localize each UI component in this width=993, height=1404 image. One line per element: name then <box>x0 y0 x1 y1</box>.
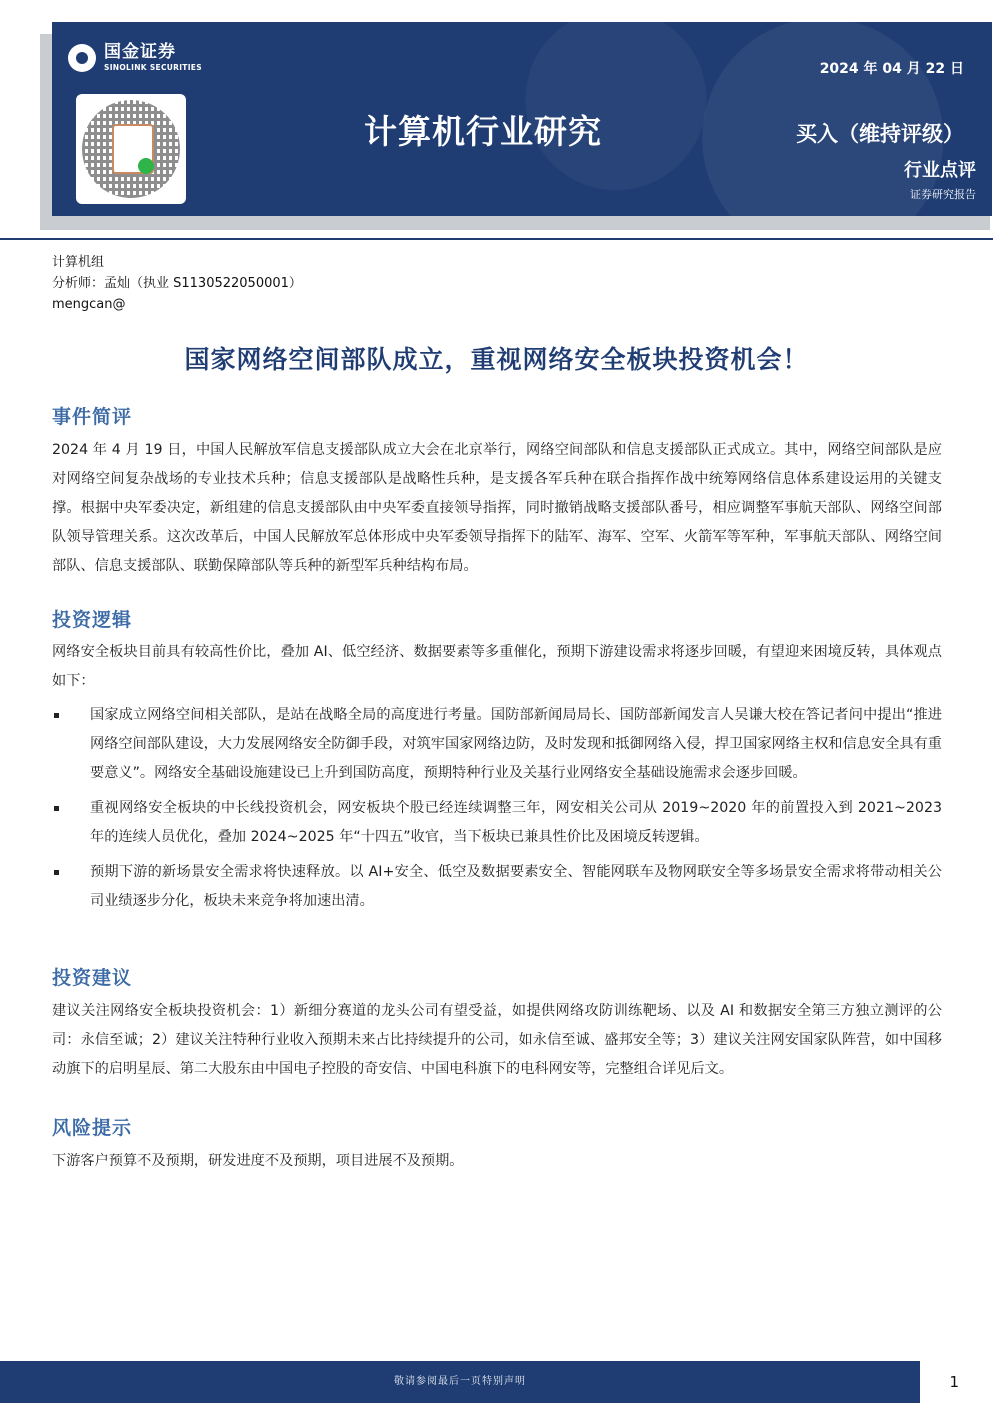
page-number: 1 <box>949 1373 959 1391</box>
section-title-risk: 风险提示 <box>52 1117 133 1139</box>
analyst-email[interactable]: mengcan@ <box>52 297 126 312</box>
analyst-info <box>52 252 302 315</box>
header-divider <box>0 238 993 240</box>
event-paragraph: 2024 年 4 月 19 日，中国人民解放军信息支援部队成立大会在北京举行，网络空间部队和信息支援部队正式成立。其中，网络空间部队是应对网络空间复杂战场的专业技术兵种；信息支援部队是战略性兵种，是支援各军兵种在联合指挥作战中统筹网络信息体系建设运用的关键支撑。根据中央军委决定，新组建的信息支援部队由中央军委直接领导指挥，同时撤销战略支援部队番号，相应调整军事航天部队、网络空间部队领导管理关系。这次改革后，中国人民解放军总体形成中央军委领导指挥下的陆军、海军、空军、火箭军等军种，军事航天部队、网络空间部队、信息支援部队、联勤保障部队等兵种的新型军兵种结构布局。 <box>52 442 942 574</box>
logic-bullet-list <box>52 701 942 919</box>
analyst-group: 计算机组 <box>52 255 105 270</box>
bullet-icon <box>54 806 59 811</box>
company-logo <box>68 44 202 72</box>
bullet-text: 重视网络安全板块的中长线投资机会，网安板块个股已经连续调整三年，网安相关公司从 2019~2020 年的前置投入到 2021~2023 年的连续人员优化，叠加 2024~2025 年“十四五”收官，当下板块已兼具性价比及困境反转逻辑。 <box>90 800 942 845</box>
bullet-text: 预期下游的新场景安全需求将快速释放。以 AI+安全、低空及数据要素安全、智能网联车及物网联安全等多场景安全需求将带动相关公司业绩逐步分化，板块未来竞争将加速出清。 <box>90 864 942 909</box>
logo-cn: 国金证券 <box>104 42 176 63</box>
analyst-name: 分析师：孟灿（执业 S1130522050001） <box>52 276 302 291</box>
logo-mark-icon <box>68 44 96 72</box>
report-category: 证券研究报告 <box>910 188 976 201</box>
risk-paragraph: 下游客户预算不及预期，研发进度不及预期，项目进展不及预期。 <box>52 1153 464 1169</box>
section-title-advice: 投资建议 <box>52 967 133 989</box>
bullet-icon <box>54 713 59 718</box>
logic-intro: 网络安全板块目前具有较高性价比，叠加 AI、低空经济、数据要素等多重催化，预期下游建设需求将逐步回暖，有望迎来困境反转，具体观点如下： <box>52 644 942 689</box>
section-title-event: 事件简评 <box>52 406 133 428</box>
list-item <box>52 794 942 852</box>
list-item <box>52 701 942 788</box>
header-banner <box>52 22 992 216</box>
report-subtype: 行业点评 <box>904 160 976 181</box>
report-title: 国家网络空间部队成立，重视网络安全板块投资机会！ <box>184 345 809 374</box>
report-date: 2024 年 04 月 22 日 <box>819 61 964 77</box>
list-item <box>52 858 942 916</box>
qr-code-icon[interactable] <box>76 94 186 204</box>
mini-program-badge-icon <box>138 158 154 174</box>
section-title-logic: 投资逻辑 <box>52 609 133 631</box>
bullet-text: 国家成立网络空间相关部队，是站在战略全局的高度进行考量。国防部新闻局局长、国防部新闻发言人吴谦大校在答记者问中提出“推进网络空间部队建设，大力发展网络安全防御手段，对筑牢国家网络边防，及时发现和抵御网络入侵，捍卫国家网络主权和信息安全具有重要意义”。网络安全基础设施建设已上升到国防高度，预期特种行业及关基行业网络安全基础设施需求会逐步回暖。 <box>90 707 942 781</box>
report-type: 计算机行业研究 <box>364 112 602 151</box>
bullet-icon <box>54 870 59 875</box>
footer-notice[interactable]: 敬请参阅最后一页特别声明 <box>394 1376 526 1387</box>
logo-en: SINOLINK SECURITIES <box>104 63 202 73</box>
rating: 买入（维持评级） <box>796 122 964 146</box>
advice-paragraph: 建议关注网络安全板块投资机会：1）新细分赛道的龙头公司有望受益，如提供网络攻防训练靶场、以及 AI 和数据安全第三方独立测评的公司：永信至诚；2）建议关注特种行业收入预期未来占比持续提升的公司，如永信至诚、盛邦安全等；3）建议关注网安国家队阵营，如中国移动旗下的启明星辰、第二大股东由中国电子控股的奇安信、中国电科旗下的电科网安等，完整组合详见后文。 <box>52 1003 942 1077</box>
